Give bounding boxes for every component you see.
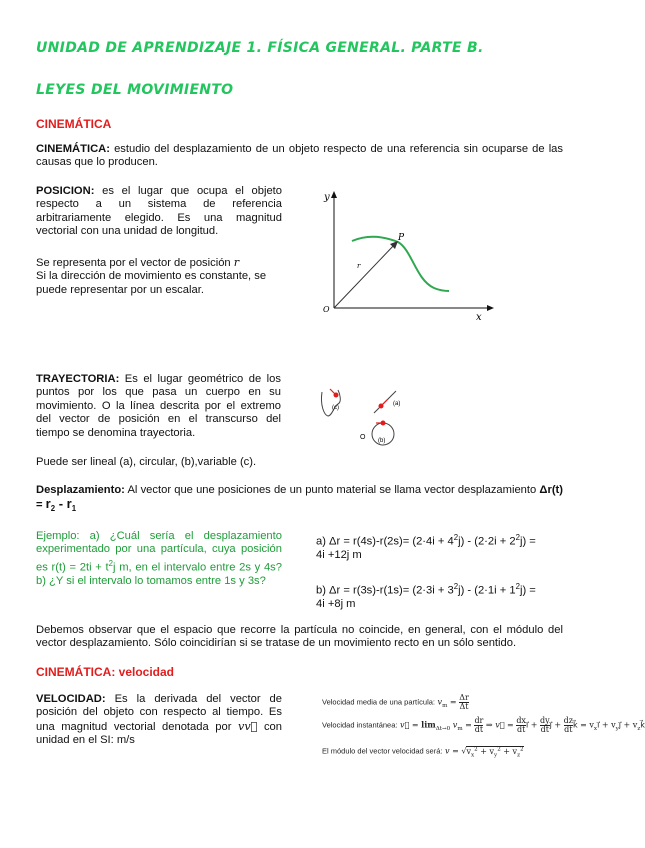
average-velocity-label: Velocidad media de una partícula: [322,697,435,707]
y-axis-label: y [324,192,330,203]
position-vector [334,243,396,308]
average-velocity-formula: Velocidad media de una partícula: $v_m$ = $\frac{\Delta r}{\Delta t}$ [322,693,469,711]
trajectory-curve [352,237,449,291]
velocity-modulus-label: El módulo del vector velocidad será: [322,746,443,756]
desplazamiento-term: Desplazamiento: [36,484,125,496]
answer-a-exp2: 2 [515,533,520,542]
answer-b-exp1: 2 [453,582,459,591]
answer-a-exp1: 2 [453,533,459,542]
desplazamiento-def-text: Al vector que une posiciones de un punto material se llama vector desplazamiento [124,484,540,496]
cinematica-definition [36,143,563,170]
page-title: UNIDAD DE APRENDIZAJE 1. FÍSICA GENERAL. PARTE B. [36,40,484,56]
trayectoria-def-text: Es el lugar geométrico de los puntos por los que pasa un cuerpo en su movimiento. O la línea descrita por el extremo del vector de posición en el transcurso del tiempo se denomina trayectoria. [36,373,281,439]
answer-a [316,531,566,563]
answer-b-exp2: 2 [515,582,520,591]
instantaneous-velocity-label: Velocidad instantánea: [322,720,398,730]
origin-label: O [323,305,330,314]
answer-a-result: 4i +12j m [316,549,362,562]
velocidad-term: VELOCIDAD: [36,693,106,705]
linear-velocity-arrow [381,399,388,406]
answer-b-part1: b) Δr = r(3s)-r(1s)= (2·3i + 3 [316,584,454,597]
answer-b [316,580,566,612]
y-axis-arrow [331,191,337,198]
posicion-def-text: es el lugar que ocupa el objeto respecto a un sistema de referencia arbitrariamente elegido. Es una magnitud vectorial con una unidad de longitud. [36,185,282,238]
variable-velocity-arrow [330,389,336,395]
cinematica-term: CINEMÁTICA: [36,143,110,155]
fig-c-label: (c) [332,405,339,411]
posicion-scalar-text: Si la dirección de movimiento es constante, se puede representar por un escalar. [36,270,267,296]
velocidad-definition [36,693,282,748]
posicion-term: POSICION: [36,185,95,197]
velocity-modulus-formula: El módulo del vector velocidad será: $v = √v_x^2 + v_y^2 + v_z^2$ [322,746,524,759]
answer-a-part1: a) Δr = r(4s)-r(2s)= (2·4i + 4 [316,535,454,548]
answer-a-part2: j) - (2·2i + 2 [458,535,516,548]
point-p-label: P [398,233,405,243]
posicion-representation [36,256,282,297]
velocidad-def-text: Es la derivada del vector de posición del objeto con respecto al tiempo. Es una magnitud vectorial denotada por [36,693,282,733]
cinematica-def-text: estudio del desplazamiento de un objeto respecto de una referencia sin ocuparse de las causas que lo producen. [36,143,563,169]
section-heading-velocidad: CINEMÁTICA: velocidad [36,665,175,679]
displacement-sub1: 1 [71,504,77,514]
answer-b-part2: j) - (2·1i + 1 [458,584,516,597]
trayectoria-types: Puede ser lineal (a), circular, (b),variable (c). [36,456,257,468]
section-heading-cinematica: CINEMÁTICA [36,117,112,131]
velocidad-unit-text: con unidad en el SI: m/s [36,720,282,747]
position-graph [316,188,496,323]
ejemplo-question [36,530,282,588]
fig-a-label: (a) [393,401,401,407]
trayectoria-term: TRAYECTORIA: [36,373,120,385]
fig-origin-label: O [360,434,366,441]
velocity-symbol: vv⃗ [238,719,258,733]
displacement-sub2: 2 [50,504,56,514]
answer-b-result: 4i +8j m [316,598,356,611]
answer-a-part3: j) = [519,535,536,548]
posicion-rep-text: Se representa por el vector de posición [36,257,234,269]
ejemplo-text-1: Ejemplo: a) ¿Cuál sería el desplazamiento experimentado por una partícula, cuya posición es r(t) = 2ti + t [36,530,282,574]
ejemplo-exponent: 2 [108,558,114,568]
fig-b-label: (b) [378,438,386,444]
x-axis-arrow [487,305,494,311]
trayectoria-definition [36,373,281,440]
page-subtitle: LEYES DEL MOVIMIENTO [36,82,234,98]
trajectory-types-figure [316,380,411,450]
ejemplo-text-2: j m, en el intervalo entre 2s y 4s? b) ¿Y si el intervalo lo tomamos entre 1s y 3s? [36,561,282,587]
answer-b-part3: j) = [519,584,536,597]
posicion-definition [36,185,282,239]
vector-r-label: r [357,262,361,270]
position-vector-symbol: r [233,256,240,269]
desplazamiento-definition [36,484,563,516]
displacement-observation: Debemos observar que el espacio que recorre la partícula no coincide, en general, con el módulo del vector desplazamiento. Sólo coincidirían si se tratase de un movimiento recto en un sólo sentido. [36,624,563,650]
displacement-r2: r [45,496,51,512]
instantaneous-velocity-formula: Velocidad instantánea: v⃗ = $\lim_{\Delta t\to 0} v_m$ = $\frac{dr}{dt}$ ⇒ v⃗ = $\frac{dx}{dt}i⃗$ + $\frac{dy}{dt}j⃗$ + $\frac{dz}{dt}k⃗$ = $v_xi⃗$ + $v_yj⃗$ + $v_zk⃗$ [322,716,645,734]
displacement-formula-lhs: Δr(t) = [36,484,563,512]
displacement-minus-r1: - r [55,496,72,512]
x-axis-label: x [476,312,482,323]
